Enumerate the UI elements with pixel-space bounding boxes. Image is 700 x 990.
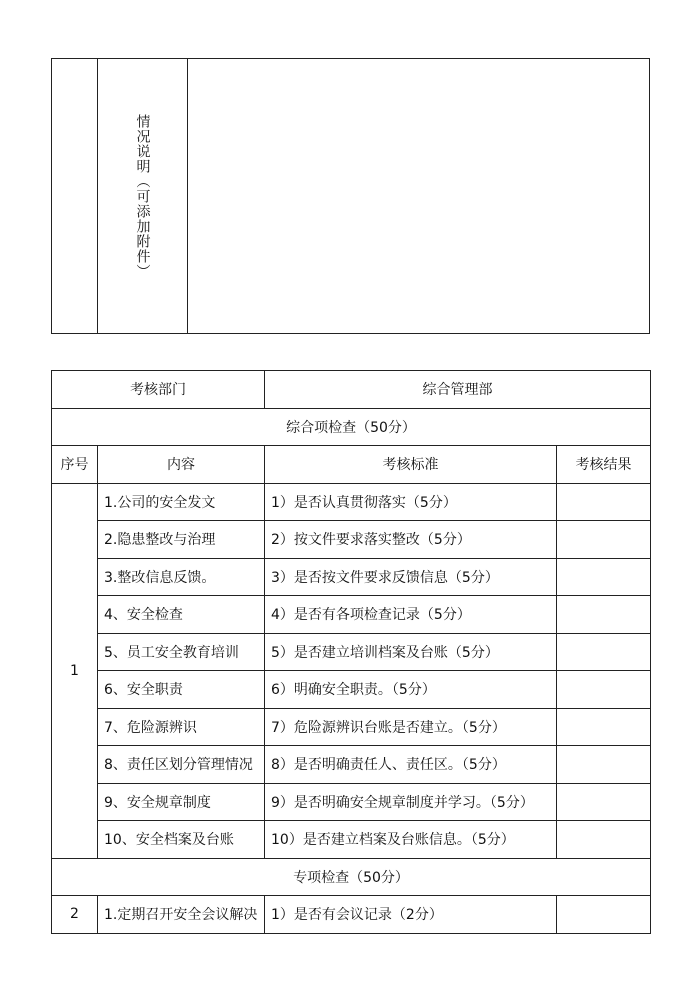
table-row <box>52 783 651 821</box>
row-standard: 6）明确安全职责。（5分） <box>265 671 557 709</box>
row-standard: 5）是否建立培训档案及台账（5分） <box>265 633 557 671</box>
row-standard: 2）按文件要求落实整改（5分） <box>265 521 557 559</box>
table-row <box>52 558 651 596</box>
row-standard: 1）是否有会议记录（2分） <box>265 896 557 934</box>
section-title-row <box>52 858 651 896</box>
group2-index: 2 <box>52 896 98 934</box>
group1-index: 1 <box>52 483 98 858</box>
row-content: 6、安全职责 <box>98 671 265 709</box>
row-result[interactable] <box>557 483 651 521</box>
dept-value: 综合管理部 <box>265 371 651 409</box>
row-standard: 9）是否明确安全规章制度并学习。（5分） <box>265 783 557 821</box>
section-title-row <box>52 408 651 446</box>
assessment-table <box>51 370 651 934</box>
col-header-index: 序号 <box>52 446 98 484</box>
situation-label: 情况说明（可添加附件） <box>134 113 151 279</box>
table-row <box>52 821 651 859</box>
row-content: 1.公司的安全发文 <box>98 483 265 521</box>
row-result[interactable] <box>557 521 651 559</box>
row-content: 7、危险源辨识 <box>98 708 265 746</box>
table-row <box>52 521 651 559</box>
row-content: 3.整改信息反馈。 <box>98 558 265 596</box>
table-row <box>52 671 651 709</box>
situation-content-area[interactable] <box>188 59 650 334</box>
table-row <box>52 746 651 784</box>
row-result[interactable] <box>557 708 651 746</box>
row-result[interactable] <box>557 783 651 821</box>
col-header-standard: 考核标准 <box>265 446 557 484</box>
section1-title: 综合项检查（50分） <box>52 408 651 446</box>
row-result[interactable] <box>557 671 651 709</box>
table-row <box>52 896 651 934</box>
row-content: 4、安全检查 <box>98 596 265 634</box>
situation-row <box>52 59 650 334</box>
row-result[interactable] <box>557 896 651 934</box>
row-result[interactable] <box>557 558 651 596</box>
row-result[interactable] <box>557 746 651 784</box>
table-row <box>52 633 651 671</box>
row-content: 10、安全档案及台账 <box>98 821 265 859</box>
column-header-row <box>52 446 651 484</box>
table-row <box>52 483 651 521</box>
table-row <box>52 596 651 634</box>
dept-row <box>52 371 651 409</box>
section2-title: 专项检查（50分） <box>52 858 651 896</box>
row-content: 5、员工安全教育培训 <box>98 633 265 671</box>
row-content: 2.隐患整改与治理 <box>98 521 265 559</box>
row-standard: 4）是否有各项检查记录（5分） <box>265 596 557 634</box>
row-standard: 3）是否按文件要求反馈信息（5分） <box>265 558 557 596</box>
row-standard: 1）是否认真贯彻落实（5分） <box>265 483 557 521</box>
row-content: 8、责任区划分管理情况 <box>98 746 265 784</box>
table-row <box>52 708 651 746</box>
row-content: 9、安全规章制度 <box>98 783 265 821</box>
col-header-result: 考核结果 <box>557 446 651 484</box>
row-result[interactable] <box>557 596 651 634</box>
row-content: 1.定期召开安全会议解决 <box>98 896 265 934</box>
row-standard: 8）是否明确责任人、责任区。（5分） <box>265 746 557 784</box>
row-standard: 7）危险源辨识台账是否建立。（5分） <box>265 708 557 746</box>
situation-table <box>51 58 650 334</box>
situation-blank-cell <box>52 59 98 334</box>
situation-label-cell <box>98 59 188 334</box>
row-standard: 10）是否建立档案及台账信息。（5分） <box>265 821 557 859</box>
row-result[interactable] <box>557 633 651 671</box>
col-header-content: 内容 <box>98 446 265 484</box>
dept-label: 考核部门 <box>52 371 265 409</box>
row-result[interactable] <box>557 821 651 859</box>
